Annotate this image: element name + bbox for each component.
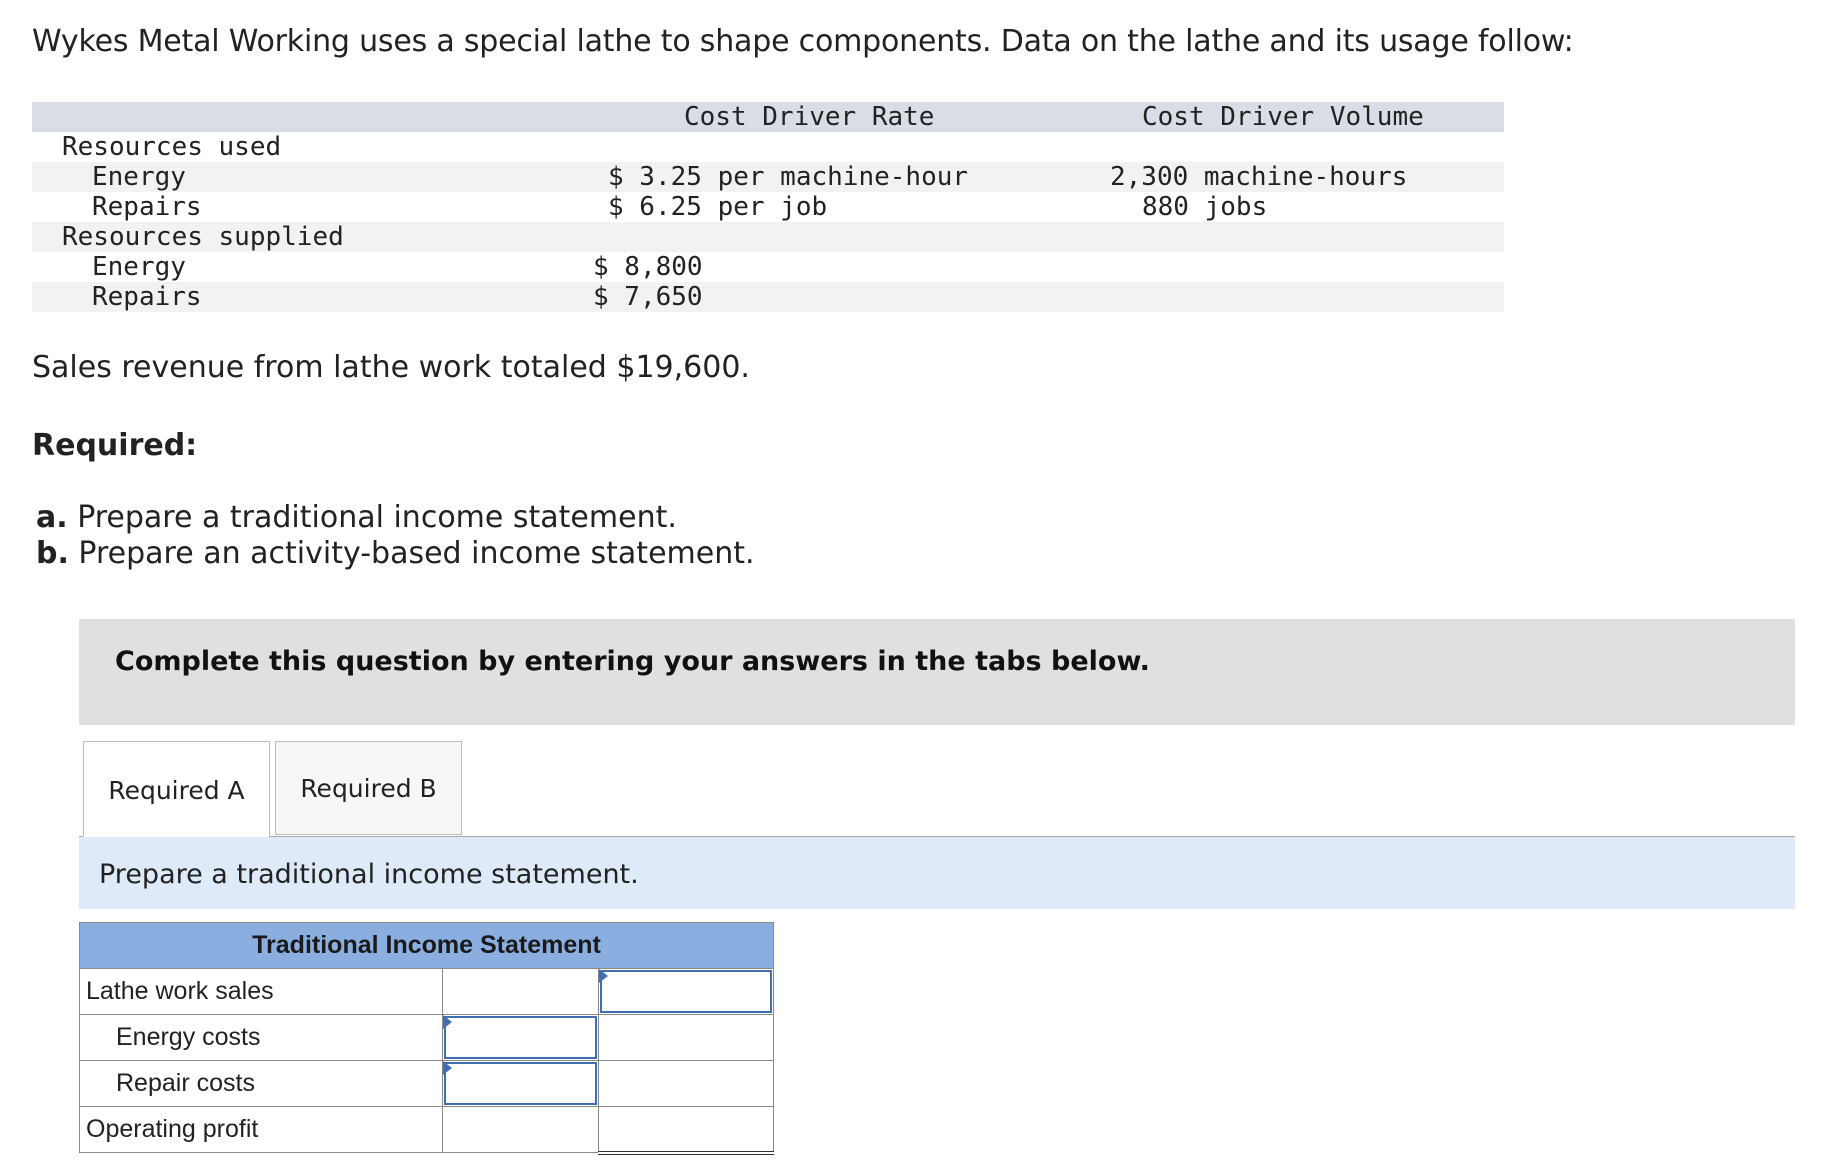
row-label-profit: Operating profit	[80, 1107, 443, 1153]
repair-cost-input[interactable]	[444, 1062, 598, 1105]
rate-value: $ 6.25 per job	[608, 192, 828, 222]
table-row	[80, 1061, 774, 1107]
header-volume: Cost Driver Volume	[1142, 102, 1424, 132]
energy-col2-blank	[599, 1015, 773, 1060]
instruction-banner	[79, 619, 1795, 725]
operating-profit-cell	[599, 1107, 774, 1153]
table-row	[32, 252, 1504, 282]
required-heading: Required:	[32, 428, 198, 463]
table-header-row	[32, 102, 1504, 132]
dropdown-marker-icon	[443, 1061, 452, 1075]
profit-col1-blank	[443, 1107, 599, 1152]
required-item-b	[36, 536, 755, 571]
required-item-a	[36, 500, 677, 535]
table-row	[32, 222, 1504, 252]
row-label: Energy	[92, 162, 186, 192]
sales-amount-cell	[599, 969, 774, 1015]
row-label: Repairs	[92, 192, 202, 222]
amount-value: $ 7,650	[593, 282, 703, 312]
row-label: Energy	[92, 252, 186, 282]
table-row	[80, 969, 774, 1015]
repair-col2-blank	[599, 1061, 773, 1106]
repair-cost-cell	[442, 1061, 599, 1107]
dropdown-marker-icon	[443, 1015, 452, 1029]
instruction-text: Prepare a traditional income statement.	[99, 859, 639, 890]
rate-value: $ 3.25 per machine-hour	[608, 162, 969, 192]
row-label: Repairs	[92, 282, 202, 312]
income-statement-table	[79, 922, 774, 1155]
item-letter: b.	[36, 536, 69, 571]
dropdown-marker-icon	[599, 969, 608, 983]
sales-revenue-text: Sales revenue from lathe work totaled $19,600.	[32, 350, 750, 385]
row-label-repair: Repair costs	[80, 1061, 443, 1107]
item-text: Prepare an activity-based income statement.	[78, 536, 755, 571]
energy-col2-cell	[599, 1015, 774, 1061]
item-text: Prepare a traditional income statement.	[77, 500, 677, 535]
sales-amount-input[interactable]	[600, 970, 772, 1013]
statement-title: Traditional Income Statement	[80, 923, 774, 969]
row-label-energy: Energy costs	[80, 1015, 443, 1061]
tab-instruction	[79, 837, 1795, 909]
operating-profit-value[interactable]	[599, 1107, 773, 1151]
item-letter: a.	[36, 500, 68, 535]
table-row	[32, 192, 1504, 222]
sales-col1-cell	[442, 969, 599, 1015]
volume-value: 880 jobs	[1142, 192, 1268, 222]
repair-col2-cell	[599, 1061, 774, 1107]
table-row	[32, 162, 1504, 192]
table-row	[80, 1107, 774, 1153]
tab-required-b[interactable]: Required B	[275, 741, 462, 835]
banner-text: Complete this question by entering your answers in the tabs below.	[115, 646, 1150, 677]
profit-col1-cell	[442, 1107, 599, 1153]
energy-cost-input[interactable]	[444, 1016, 598, 1059]
cost-data-table	[32, 102, 1504, 312]
resources-used-label: Resources used	[62, 132, 282, 162]
sales-col1-blank	[443, 969, 599, 1014]
energy-cost-cell	[442, 1015, 599, 1061]
row-label-sales: Lathe work sales	[80, 969, 443, 1015]
volume-value: 2,300 machine-hours	[1110, 162, 1408, 192]
header-rate: Cost Driver Rate	[684, 102, 935, 132]
table-row	[32, 132, 1504, 162]
table-row	[80, 1015, 774, 1061]
amount-value: $ 8,800	[593, 252, 703, 282]
tab-required-a[interactable]: Required A	[83, 741, 270, 838]
table-row	[32, 282, 1504, 312]
resources-supplied-label: Resources supplied	[62, 222, 344, 252]
problem-intro: Wykes Metal Working uses a special lathe to shape components. Data on the lathe and its usage follow:	[32, 24, 1574, 59]
